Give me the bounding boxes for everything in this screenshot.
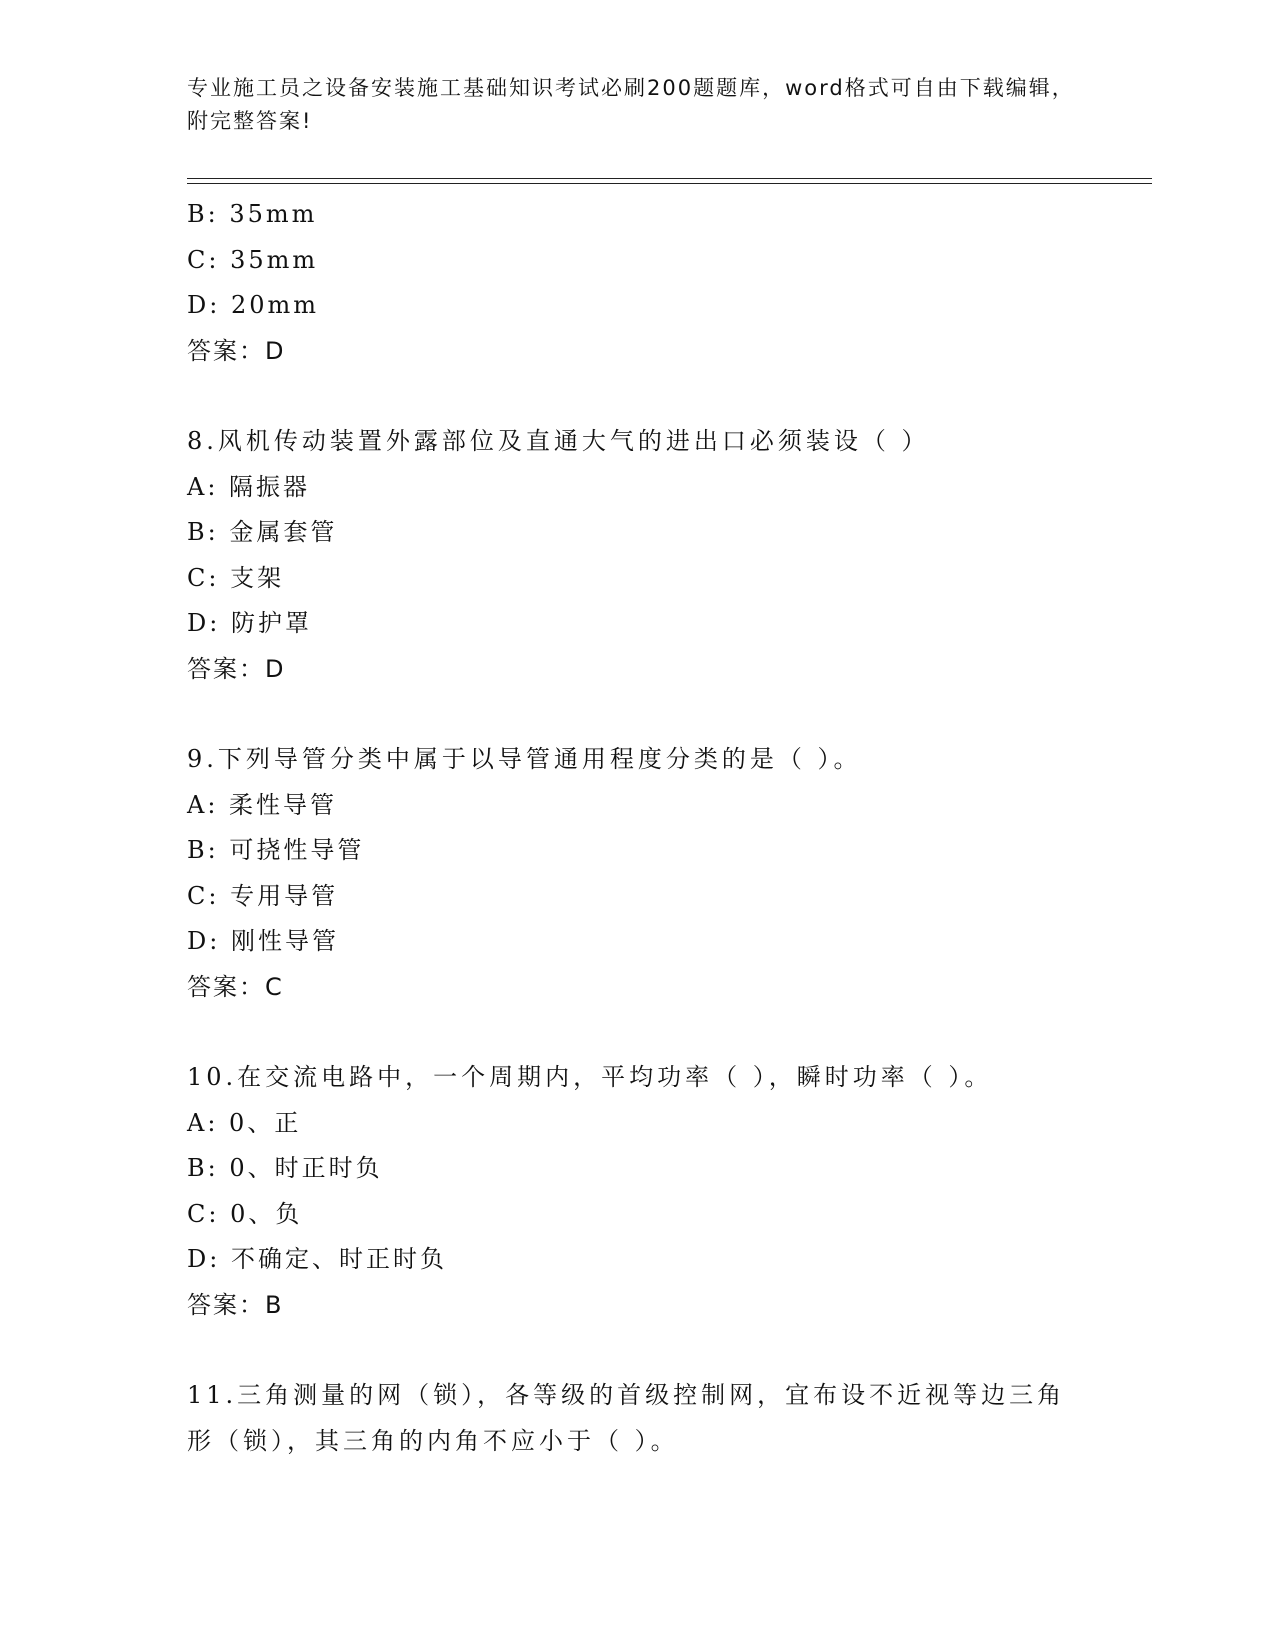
- option-d: D: 不确定、时正时负: [187, 1245, 447, 1273]
- question-text: 8.风机传动装置外露部位及直通大气的进出口必须装设（ ）: [187, 427, 930, 455]
- header-divider-top: [187, 178, 1152, 179]
- option-a: A: 0、正: [187, 1108, 302, 1137]
- question-text: 9.下列导管分类中属于以导管通用程度分类的是（ ）。: [187, 745, 862, 773]
- question-10: [187, 1055, 1147, 1328]
- header-divider-bottom: [187, 183, 1152, 184]
- option-b: B: 可挠性导管: [187, 836, 365, 864]
- question-spacer: [187, 1010, 1147, 1055]
- option-b: B: 金属套管: [187, 518, 338, 546]
- question-list: [187, 192, 1147, 1464]
- option-d: D: 20mm: [187, 291, 320, 319]
- option-c: C: 0、负: [187, 1199, 303, 1228]
- option-a: A: 隔振器: [187, 472, 311, 501]
- question-8: [187, 419, 1147, 692]
- question-partial: [187, 192, 1147, 374]
- question-spacer: [187, 374, 1147, 419]
- option-b: B: 35mm: [187, 200, 318, 228]
- answer-line: 答案：C: [187, 972, 284, 1001]
- answer-line: 答案：D: [187, 336, 286, 365]
- option-a: A: 柔性导管: [187, 790, 338, 819]
- question-spacer: [187, 1328, 1147, 1373]
- option-c: C: 支架: [187, 563, 285, 592]
- question-9: [187, 737, 1147, 1010]
- answer-line: 答案：D: [187, 654, 286, 683]
- option-d: D: 防护罩: [187, 609, 312, 637]
- option-c: C: 35mm: [187, 245, 319, 274]
- option-c: C: 专用导管: [187, 881, 339, 910]
- answer-line: 答案：B: [187, 1290, 284, 1319]
- question-text: 10.在交流电路中，一个周期内，平均功率（ ），瞬时功率（ ）。: [187, 1063, 993, 1091]
- question-text: 11.三角测量的网（锁），各等级的首级控制网，宜布设不近视等边三角形（锁），其三角的内角不应小于（ ）。: [187, 1381, 1066, 1455]
- document-header: 专业施工员之设备安装施工基础知识考试必刷200题题库，word格式可自由下载编辑，附完整答案!: [187, 76, 1075, 133]
- option-b: B: 0、时正时负: [187, 1154, 383, 1182]
- option-d: D: 刚性导管: [187, 927, 339, 955]
- question-11: [187, 1373, 1147, 1464]
- question-spacer: [187, 692, 1147, 737]
